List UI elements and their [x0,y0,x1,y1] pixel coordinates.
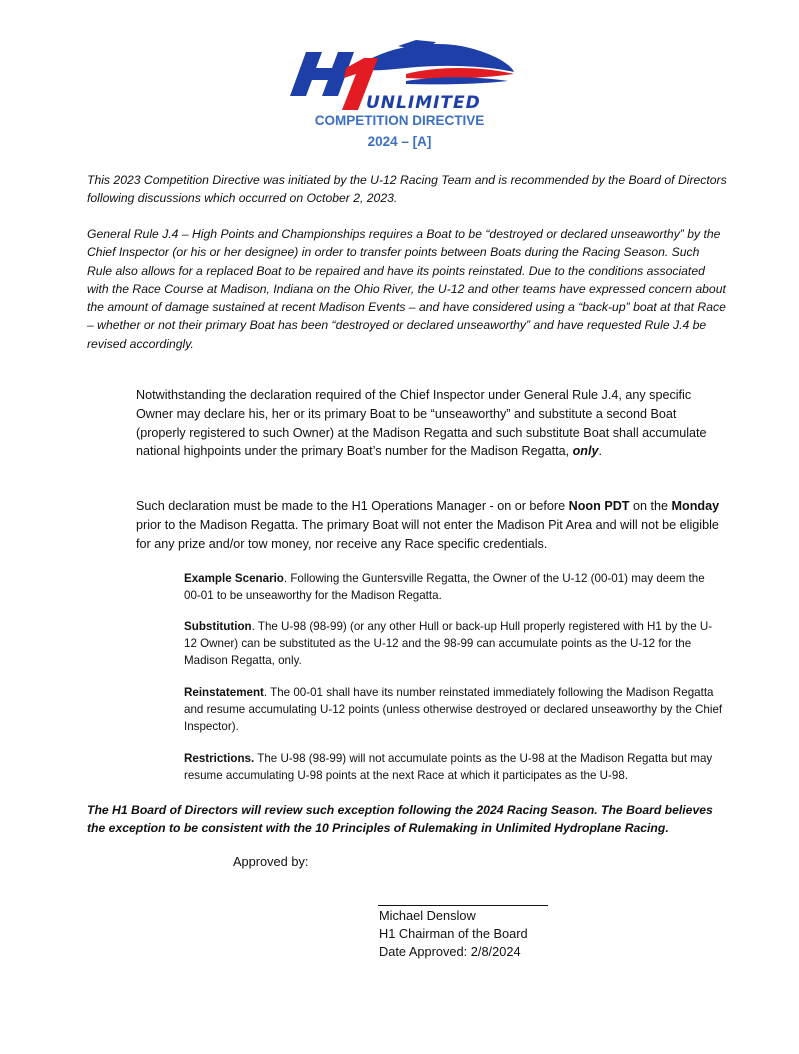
only-emphasis: only [572,444,599,459]
para2-text-e: prior to the Madison Regatta. The primary Boat will not enter the Madison Pit Area and will not be eligible for any prize and/or tow money, nor receive any Race specific credentials. [136,517,719,551]
monday: Monday [671,499,720,513]
intro-paragraph-2: General Rule J.4 – High Points and Championships requires a Boat to be “destroyed or declared unseaworthy” by the Chief Inspector (or his or her designee) in order to transfer points between Boats during the Racing Season. Such Rule also allows for a replaced Boat to be repaired and have its points reinstated. Due to the conditions associated with the Race Course at Madison, Indiana on the Ohio River, the U-12 and other teams have expressed concern about the amount of damage sustained at recent Madison Events – and have considered using a “back-up” boat at that Race – whether or not their primary Boat has been “destroyed or declared unseaworthy” and have requested Rule J.4 be revised accordingly. [87,227,726,351]
directive-subtitle: 2024 – [A] [367,134,432,149]
scenario-label: Restrictions. [184,752,255,765]
directive-paragraph-1-text: Notwithstanding the declaration required of the Chief Inspector under General Rule J.4, any specific Owner may declare his, her or its primary Boat to be “unseaworthy” and substitute a second Boat (properly registered to such Owner) at the Madison Regatta and such substitute Boat shall accumulate national highpoints under the primary Boat’s number for the Madison Regatta, [136,388,707,459]
scenario-text: The U-98 (98-99) will not accumulate points as the U-98 at the Madison Regatta but may resume accumulating U-98 points at the next Race at which it participates as the U-98. [184,752,713,783]
scenario-restrictions [184,750,724,784]
signer-name: Michael Denslow [379,908,476,923]
scenario-label: Reinstatement [184,686,264,699]
para2-text-a: Such declaration must be made to the H1 Operations Manager - on or before [136,499,569,513]
intro-paragraph-1: This 2023 Competition Directive was initiated by the U-12 Racing Team and is recommended by the Board of Directors following discussions which occurred on October 2, 2023. [87,173,727,206]
h1-unlimited-logo [286,38,516,116]
directive-paragraph-2 [136,497,726,553]
directive-title: COMPETITION DIRECTIVE [314,113,485,128]
directive-paragraph-1-end: . [598,444,602,459]
approved-by-label: Approved by: [233,854,309,869]
svg-text:UNLIMITED: UNLIMITED [366,93,481,113]
scenario-example [184,570,724,604]
para2-text-c: on the [629,499,672,513]
signature-line [378,905,548,906]
directive-paragraph-1 [136,386,726,461]
closing-statement: The H1 Board of Directors will review such exception following the 2024 Racing Season. The Board believes the exception to be consistent with the 10 Principles of Rulemaking in Unlimited Hydroplane Racing. [87,803,713,836]
scenario-label: Substitution [184,620,252,633]
signer-role: H1 Chairman of the Board [379,926,528,941]
scenario-substitution [184,618,724,670]
scenario-label: Example Scenario [184,572,284,585]
scenario-text: . The U-98 (98-99) (or any other Hull or back-up Hull properly registered with H1 by the U-12 Owner) can be substituted as the U-12 and the 98-99 can accumulate points as the U-12 for the Madison Regatta, only. [184,620,713,668]
scenario-text: . The 00-01 shall have its number reinstated immediately following the Madison Regatta and resume accumulating U-12 points (unless otherwise destroyed or declared unseaworthy by the Chief Inspector). [184,686,723,734]
noon-pdt: Noon PDT [568,499,630,513]
scenario-text: . Following the Guntersville Regatta, the Owner of the U-12 (00-01) may deem the 00-01 to be unseaworthy for the Madison Regatta. [184,572,705,603]
scenario-reinstatement [184,684,724,736]
approval-date: Date Approved: 2/8/2024 [379,944,521,959]
